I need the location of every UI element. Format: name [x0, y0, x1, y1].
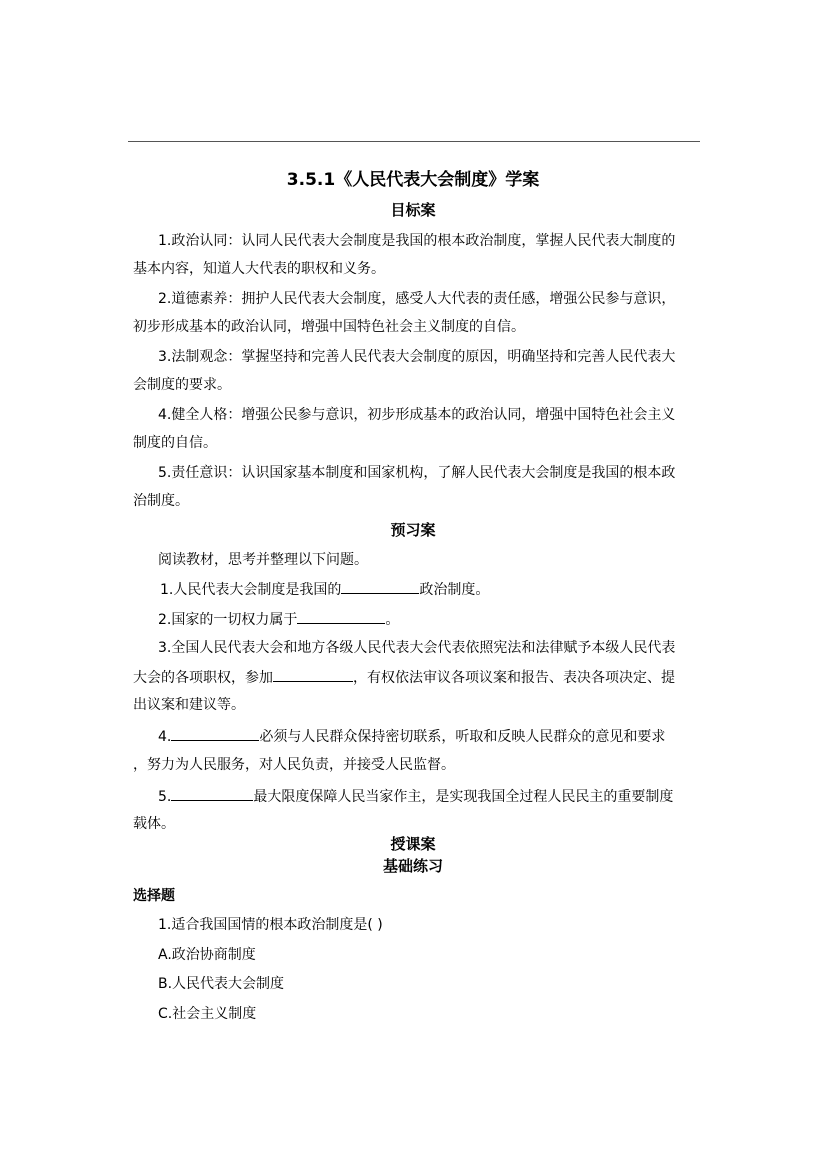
preview-q1-end: 政治制度。 [419, 582, 490, 598]
preview-q5-num: 5. [158, 789, 172, 805]
goal-3-line1: 3.法制观念：掌握坚持和完善人民代表大会制度的原因，明确坚持和完善人民代表大 [158, 349, 676, 365]
preview-q1-blank[interactable] [341, 579, 419, 594]
goal-4-line1: 4.健全人格：增强公民参与意识，初步形成基本的政治认同，增强中国特色社会主义 [158, 407, 676, 423]
goal-2-line1: 2.道德素养：拥护人民代表大会制度，感受人大代表的责任感，增强公民参与意识， [158, 291, 676, 307]
preview-q5-line2: 载体。 [133, 816, 175, 832]
preview-q4-blank[interactable] [171, 726, 259, 741]
preview-q3-end: ，有权依法审议各项议案和报告、表决各项决定、提 [353, 670, 675, 686]
preview-q5-blank[interactable] [171, 786, 253, 801]
preview-q5 [158, 786, 673, 807]
option-c[interactable]: C.社会主义制度 [158, 1006, 257, 1022]
preview-q4-num: 4. [158, 729, 172, 745]
preview-q3-text: 大会的各项职权，参加 [133, 670, 273, 686]
preview-q2-text: 2.国家的一切权力属于 [158, 612, 298, 628]
goal-3-line2: 会制度的要求。 [133, 377, 231, 393]
page-title: 3.5.1《人民代表大会制度》学案 [286, 170, 540, 190]
preview-q3-line2 [133, 667, 675, 688]
lesson-heading: 授课案 [390, 835, 436, 853]
preview-q1-text: 1.人民代表大会制度是我国的 [160, 582, 342, 598]
goals-heading: 目标案 [390, 201, 436, 219]
goal-5-line1: 5.责任意识：认识国家基本制度和国家机构，了解人民代表大会制度是我国的根本政 [158, 465, 676, 481]
preview-q3-line3: 出议案和建议等。 [133, 697, 245, 713]
preview-q2-end: 。 [385, 612, 400, 628]
goal-4-line2: 制度的自信。 [133, 435, 217, 451]
preview-q5-text: 最大限度保障人民当家作主，是实现我国全过程人民民主的重要制度 [253, 789, 674, 805]
goal-5-line2: 治制度。 [133, 493, 189, 509]
preview-heading: 预习案 [390, 521, 436, 539]
preview-q4-text: 必须与人民群众保持密切联系，听取和反映人民群众的意见和要求 [259, 729, 666, 745]
preview-q3-line1: 3.全国人民代表大会和地方各级人民代表大会代表依照宪法和法律赋予本级人民代表 [158, 640, 676, 656]
header-rule [128, 141, 700, 142]
preview-intro: 阅读教材，思考并整理以下问题。 [158, 552, 368, 568]
section-label: 选择题 [133, 888, 175, 904]
preview-q3-blank[interactable] [273, 667, 353, 682]
option-b[interactable]: B.人民代表大会制度 [158, 976, 285, 992]
option-a[interactable]: A.政治协商制度 [158, 947, 256, 963]
preview-q4 [158, 726, 665, 747]
preview-q4-line2: ，努力为人民服务，对人民负责，并接受人民监督。 [133, 757, 455, 773]
preview-q2 [158, 609, 399, 630]
question-1: 1.适合我国国情的根本政治制度是( ) [158, 917, 383, 933]
goal-1-line1: 1.政治认同：认同人民代表大会制度是我国的根本政治制度，掌握人民代表大制度的 [158, 233, 676, 249]
preview-q2-blank[interactable] [297, 609, 385, 624]
preview-q1 [160, 579, 489, 600]
goal-1-line2: 基本内容，知道人大代表的职权和义务。 [133, 261, 385, 277]
goal-2-line2: 初步形成基本的政治认同，增强中国特色社会主义制度的自信。 [133, 319, 525, 335]
lesson-subheading: 基础练习 [382, 857, 443, 875]
